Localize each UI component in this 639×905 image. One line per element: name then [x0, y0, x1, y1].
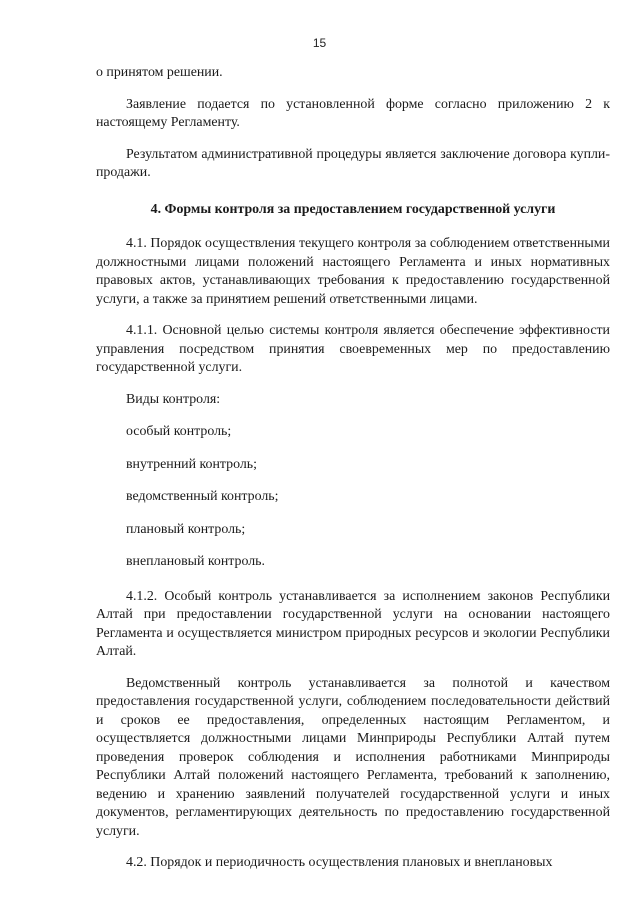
- control-type-internal: внутренний контроль;: [126, 456, 257, 472]
- control-type-unplanned: внеплановый контроль.: [126, 554, 265, 569]
- paragraph-4-1: 4.1. Порядок осуществления текущего контроля за соблюдением ответственными должностными лицами положений настоящего Регламента и иных нормативных правовых актов, устанавливающих требования к предоставлению государственной услуги, а также за принятием решений ответственными лицами.: [96, 236, 610, 307]
- control-type-special: особый контроль;: [126, 424, 232, 439]
- control-types-label: Виды контроля:: [126, 391, 221, 407]
- paragraph-4-2: 4.2. Порядок и периодичность осуществления плановых и внеплановых: [126, 855, 553, 870]
- control-type-planned: плановый контроль;: [126, 521, 246, 537]
- control-type-departmental: ведомственный контроль;: [126, 489, 279, 504]
- document-body: [96, 64, 610, 873]
- paragraph-departmental-control: Ведомственный контроль устанавливается за полнотой и качеством предоставления государственной услуги, соблюдением последовательности действий и сроков ее предоставления, определенных настоящим Регламентом, и осуществляется должностными лицами Минприроды Республики Алтай путем проведения проверок соблюдения и исполнения работниками Минприроды Республики Алтай положений настоящего Регламента, требований к заполнению, ведению и хранению заявлений получателей государственной услуги и иных документов, регламентирующих деятельность по предоставлению государственной услуги.: [96, 675, 610, 839]
- paragraph-4-1-1: 4.1.1. Основной целью системы контроля является обеспечение эффективности управления посредством принятия своевременных мер по предоставлению государственной услуги.: [96, 323, 610, 375]
- paragraph-procedure-result: Результатом административной процедуры является заключение договора купли-продажи.: [96, 146, 610, 180]
- paragraph-application-form: Заявление подается по установленной форме согласно приложению 2 к настоящему Регламенту.: [96, 96, 610, 130]
- paragraph-decision-end: о принятом решении.: [96, 65, 223, 80]
- paragraph-4-1-2: 4.1.2. Особый контроль устанавливается за исполнением законов Республики Алтай при предоставлении государственной услуги на основании настоящего Регламента и осуществляется министром природных ресурсов и экологии Республики Алтай.: [96, 588, 610, 659]
- section-heading-control-forms: 4. Формы контроля за предоставлением государственной услуги: [150, 201, 556, 217]
- page-number: 15: [312, 36, 327, 50]
